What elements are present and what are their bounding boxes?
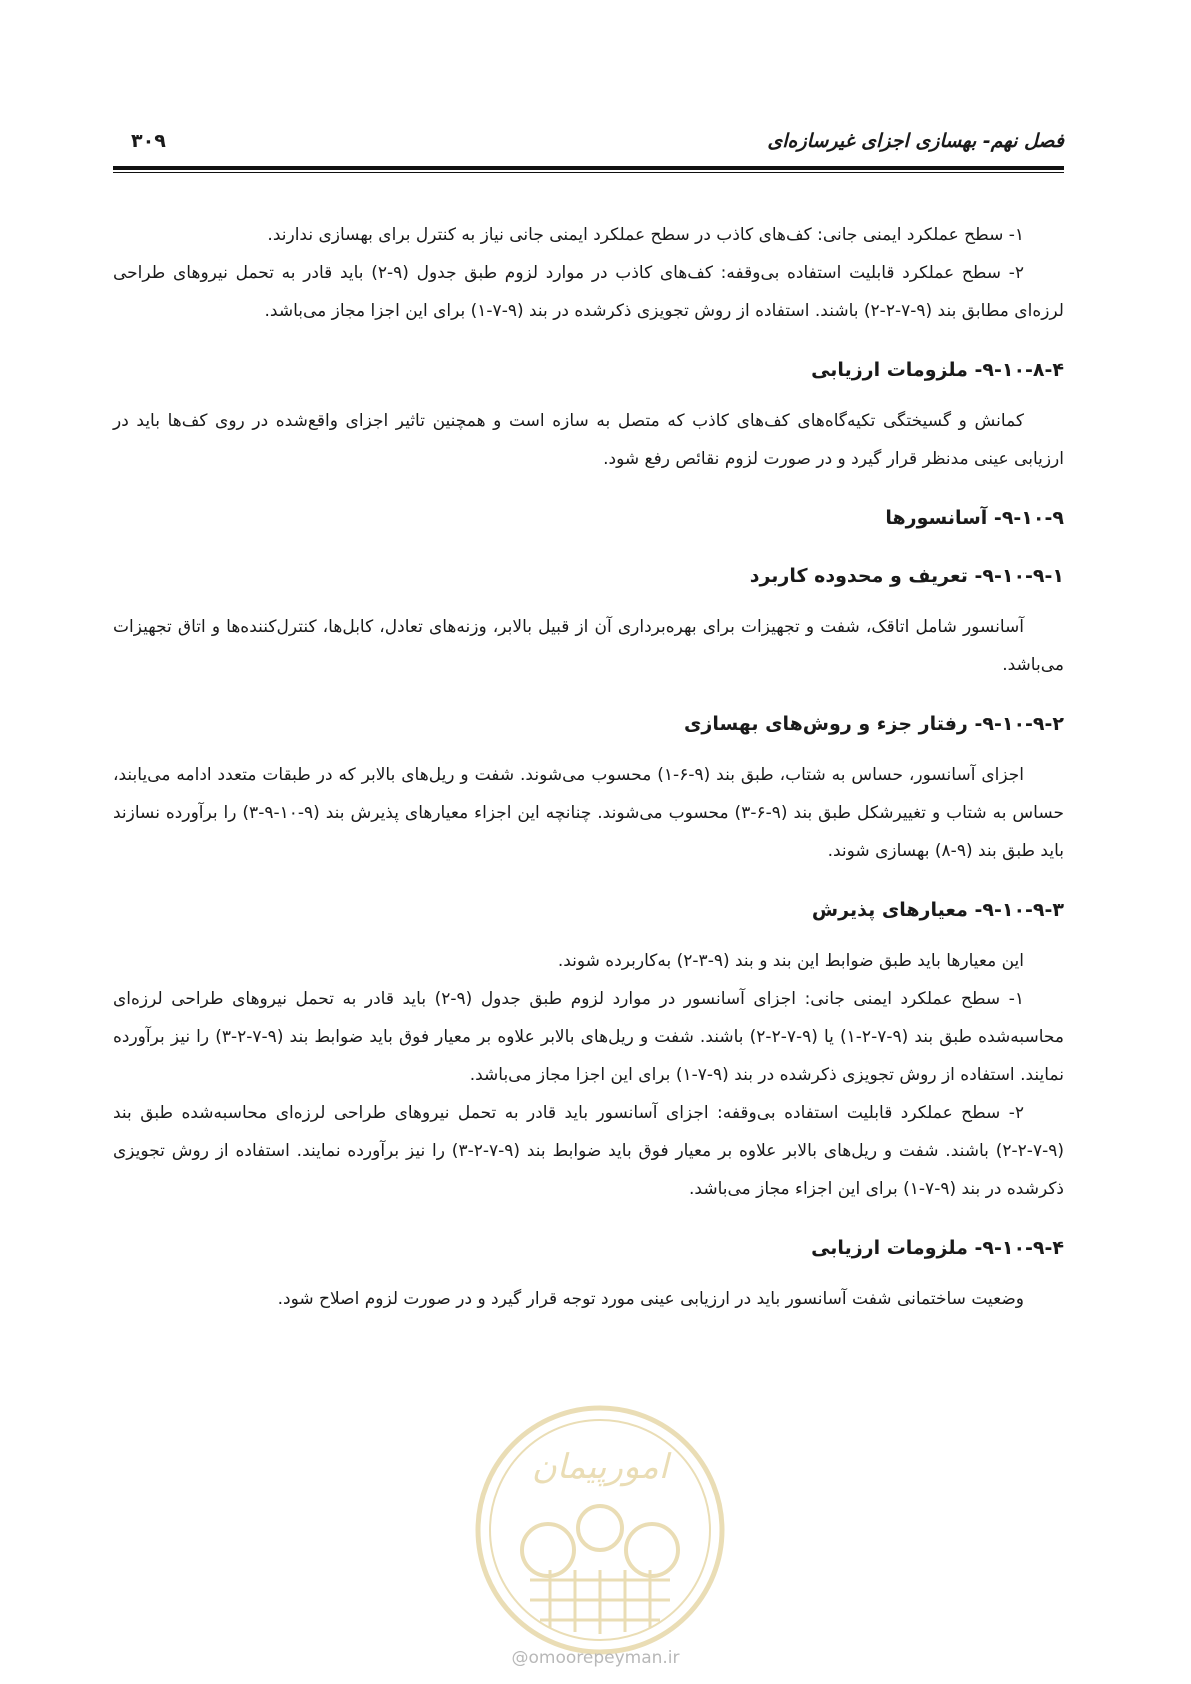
chapter-title: فصل نهم- بهسازی اجزای غیرسازه‌ای: [767, 130, 1064, 152]
section-heading-behavior-rehab-methods: ۹-۱۰-۹-۲- رفتار جزء و روش‌های بهسازی: [683, 713, 1064, 735]
section-heading-definition-scope: ۹-۱۰-۹-۱- تعریف و محدوده کاربرد: [749, 565, 1064, 587]
header-rule-thick: [113, 166, 1064, 170]
paragraph-elevator-shaft-evaluation: وضعیت ساختمانی شفت آسانسور باید در ارزیابی عینی مورد توجه قرار گیرد و در صورت لزوم اصلاح شود.: [277, 1289, 1024, 1309]
watermark-logo-text: امورپیمان: [531, 1447, 669, 1487]
watermark-seal: [470, 1400, 730, 1660]
body-text: [113, 216, 1064, 1318]
paragraph-false-floor-supports: کمانش و گسیختگی تکیه‌گاه‌های کف‌های کاذب که متصل به سازه است و همچنین تاثیر اجزای واقع‌شده در روی کف‌ها باید در ارزیابی عینی مدنظر قرار گیرد و در صورت لزوم نقائص رفع شود.: [113, 411, 1064, 469]
paragraph-elevator-definition: آسانسور شامل اتاقک، شفت و تجهیزات برای بهره‌برداری آن از قبیل بالابر، وزنه‌های تعادل، کابل‌ها، کنترل‌کننده‌ها و اتاق تجهیزات می‌باشد.: [113, 617, 1064, 675]
section-heading-evaluation-requirements: ۹-۱۰-۸-۴- ملزومات ارزیابی: [811, 359, 1064, 381]
section-heading-elevator-evaluation: ۹-۱۰-۹-۴- ملزومات ارزیابی: [811, 1237, 1064, 1259]
watermark-site-url: @omoorepeyman.ir: [511, 1648, 680, 1668]
paragraph-immediate-occupancy-elevator: ۲- سطح عملکرد قابلیت استفاده بی‌وقفه: اجزای آسانسور باید قادر به تحمل نیروهای طراحی لرزه‌ای محاسبه‌شده طبق بند (۹-۷-۲-۲) باشند. شفت و ریل‌های بالابر علاوه بر معیار فوق باید ضوابط بند (۹-۷-۲-۳) را نیز برآورده نمایند. استفاده از روش تجویزی ذکرشده در بند (۹-۷-۱) برای این اجزاء مجاز می‌باشد.: [113, 1103, 1064, 1199]
paragraph-immediate-occupancy-false-floors: ۲- سطح عملکرد قابلیت استفاده بی‌وقفه: کف‌های کاذب در موارد لزوم طبق جدول (۹-۲) باید قادر به تحمل نیروهای طراحی لرزه‌ای مطابق بند (۹-۷-۲-۲) باشند. استفاده از روش تجویزی ذکرشده در بند (۹-۷-۱) برای این اجزا مجاز می‌باشد.: [113, 263, 1064, 321]
section-heading-acceptance-criteria: ۹-۱۰-۹-۳- معیارهای پذیرش: [811, 899, 1064, 921]
page-header: [113, 126, 1064, 166]
paragraph-life-safety-elevator: ۱- سطح عملکرد ایمنی جانی: اجزای آسانسور در موارد لزوم طبق جدول (۹-۲) باید قادر به تحمل نیروهای طراحی لرزه‌ای محاسبه‌شده طبق بند (۹-۷-۲-۱) یا (۹-۷-۲-۲) باشند. شفت و ریل‌های بالابر علاوه بر معیار فوق باید ضوابط بند (۹-۷-۲-۳) را نیز برآورده نمایند. استفاده از روش تجویزی ذکرشده در بند (۹-۷-۱) برای این اجزا مجاز می‌باشد.: [113, 989, 1064, 1085]
paragraph-life-safety-false-floors: ۱- سطح عملکرد ایمنی جانی: کف‌های کاذب در سطح عملکرد ایمنی جانی نیاز به کنترل برای بهسازی ندارند.: [267, 225, 1024, 245]
page-number: ۳۰۹: [131, 130, 166, 152]
paragraph-criteria-intro: این معیارها باید طبق ضوابط این بند و بند (۹-۳-۲) به‌کاربرده شوند.: [557, 951, 1024, 971]
paragraph-elevator-behavior: اجزای آسانسور، حساس به شتاب، طبق بند (۹-۶-۱) محسوب می‌شوند. شفت و ریل‌های بالابر که در طبقات متعدد ادامه می‌یابند، حساس به شتاب و تغییرشکل طبق بند (۹-۶-۳) محسوب می‌شوند. چنانچه این اجزاء معیارهای پذیرش بند (۹-۱۰-۹-۳) را برآورده نسازند باید طبق بند (۹-۸) بهسازی شوند.: [113, 765, 1064, 861]
header-rule-thin: [113, 172, 1064, 173]
section-heading-elevators: ۹-۱۰-۹- آسانسورها: [885, 507, 1064, 529]
